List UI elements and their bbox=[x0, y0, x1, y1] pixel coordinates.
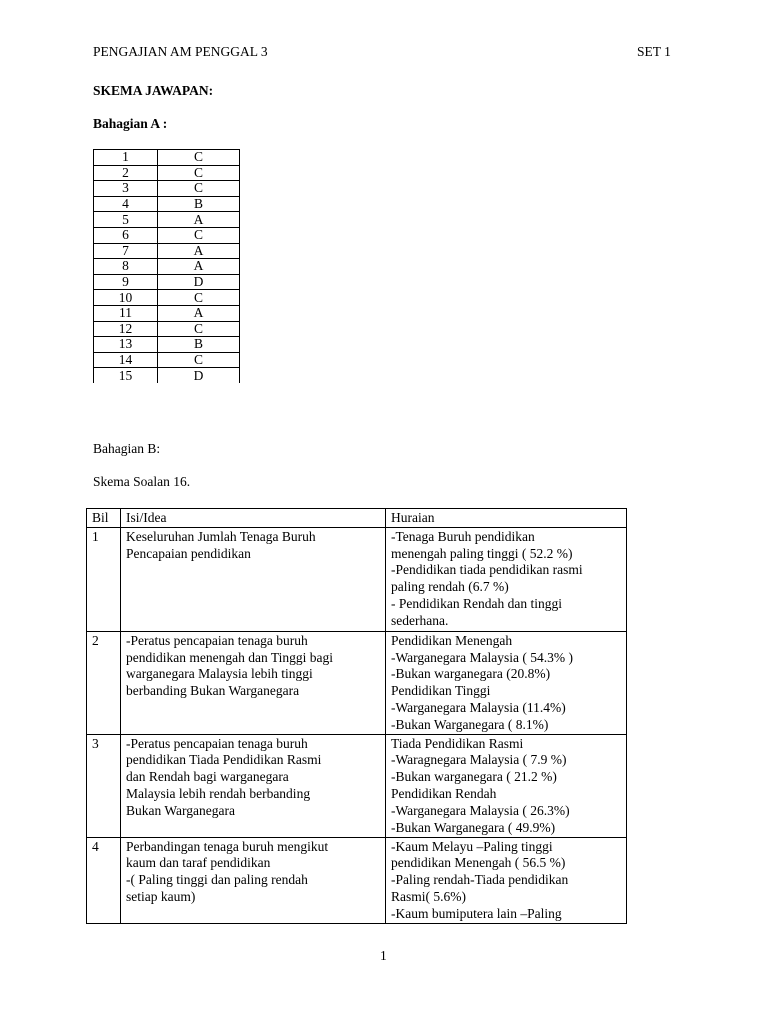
huraian-line: -Kaum bumiputera lain –Paling bbox=[391, 905, 562, 921]
isi-line: -Peratus pencapaian tenaga buruh bbox=[126, 632, 308, 648]
huraian-line: - Pendidikan Rendah dan tinggi bbox=[391, 595, 562, 611]
answer-letter: C bbox=[158, 290, 240, 306]
huraian-line: -Kaum Melayu –Paling tinggi bbox=[391, 838, 553, 854]
row-isi bbox=[121, 631, 386, 734]
answer-letter: C bbox=[158, 352, 240, 368]
skema-table bbox=[86, 508, 627, 924]
answer-letter: A bbox=[158, 212, 240, 228]
isi-line: Keseluruhan Jumlah Tenaga Buruh bbox=[126, 528, 316, 544]
table-row bbox=[94, 337, 240, 353]
row-bil: 3 bbox=[87, 734, 121, 837]
answer-letter: C bbox=[158, 181, 240, 197]
isi-line: Bukan Warganegara bbox=[126, 802, 235, 818]
isi-line: setiap kaum) bbox=[126, 888, 196, 904]
header-huraian: Huraian bbox=[386, 509, 627, 528]
question-number: 5 bbox=[94, 212, 158, 228]
table-row bbox=[94, 290, 240, 306]
row-bil: 2 bbox=[87, 631, 121, 734]
isi-line: Malaysia lebih rendah berbanding bbox=[126, 785, 311, 801]
answer-letter: C bbox=[158, 165, 240, 181]
answer-letter: D bbox=[158, 274, 240, 290]
answer-letter: B bbox=[158, 337, 240, 353]
row-huraian bbox=[386, 734, 627, 837]
table-row bbox=[94, 368, 240, 383]
table-header-row bbox=[87, 509, 627, 528]
answer-letter: C bbox=[158, 227, 240, 243]
answer-table bbox=[93, 149, 240, 383]
table-row bbox=[94, 259, 240, 275]
bahagian-b-title: Bahagian B: bbox=[93, 441, 161, 456]
question-number: 11 bbox=[94, 305, 158, 321]
huraian-line: menengah paling tinggi ( 52.2 %) bbox=[391, 545, 573, 561]
huraian-line: -Pendidikan tiada pendidikan rasmi bbox=[391, 562, 583, 578]
huraian-line: -Warganegara Malaysia ( 54.3% ) bbox=[391, 649, 573, 665]
huraian-line: paling rendah (6.7 %) bbox=[391, 579, 509, 595]
table-row bbox=[94, 181, 240, 197]
row-isi bbox=[121, 734, 386, 837]
row-isi bbox=[121, 837, 386, 923]
question-number: 8 bbox=[94, 259, 158, 275]
huraian-line: Pendidikan Tinggi bbox=[391, 683, 491, 699]
row-huraian bbox=[386, 631, 627, 734]
isi-line: berbanding Bukan Warganegara bbox=[126, 683, 300, 699]
huraian-line: sederhana. bbox=[391, 612, 449, 628]
question-number: 3 bbox=[94, 181, 158, 197]
question-number: 10 bbox=[94, 290, 158, 306]
huraian-line: Tiada Pendidikan Rasmi bbox=[391, 735, 524, 751]
soalan-title: Skema Soalan 16. bbox=[93, 474, 191, 489]
answer-letter: D bbox=[158, 368, 240, 383]
header-title: PENGAJIAN AM PENGGAL 3 bbox=[93, 44, 268, 59]
question-number: 12 bbox=[94, 321, 158, 337]
answer-letter: A bbox=[158, 259, 240, 275]
row-bil: 4 bbox=[87, 837, 121, 923]
huraian-line: -Bukan warganegara (20.8%) bbox=[391, 666, 551, 682]
table-row bbox=[94, 352, 240, 368]
table-row bbox=[94, 196, 240, 212]
row-huraian bbox=[386, 837, 627, 923]
huraian-line: Pendidikan Menengah bbox=[391, 632, 513, 648]
header-isi: Isi/Idea bbox=[121, 509, 386, 528]
question-number: 14 bbox=[94, 352, 158, 368]
header-set: SET 1 bbox=[637, 44, 671, 59]
huraian-line: -Warganegara Malaysia (11.4%) bbox=[391, 699, 566, 715]
question-number: 13 bbox=[94, 337, 158, 353]
table-row bbox=[94, 212, 240, 228]
isi-line: Pencapaian pendidikan bbox=[126, 545, 251, 561]
table-row bbox=[94, 165, 240, 181]
answer-letter: A bbox=[158, 243, 240, 259]
isi-line: warganegara Malaysia lebih tinggi bbox=[126, 666, 313, 682]
header-bil: Bil bbox=[87, 509, 121, 528]
table-row bbox=[94, 274, 240, 290]
huraian-line: -Paling rendah-Tiada pendidikan bbox=[391, 872, 569, 888]
huraian-line: -Bukan warganegara ( 21.2 %) bbox=[391, 769, 557, 785]
skema-title: SKEMA JAWAPAN: bbox=[93, 83, 214, 98]
question-number: 4 bbox=[94, 196, 158, 212]
isi-line: pendidikan menengah dan Tinggi bagi bbox=[126, 649, 333, 665]
table-row bbox=[94, 150, 240, 166]
isi-line: -Peratus pencapaian tenaga buruh bbox=[126, 735, 308, 751]
table-row bbox=[87, 837, 627, 923]
row-huraian bbox=[386, 527, 627, 631]
huraian-line: pendidikan Menengah ( 56.5 %) bbox=[391, 855, 566, 871]
bahagian-a-title: Bahagian A : bbox=[93, 116, 168, 131]
question-number: 15 bbox=[94, 368, 158, 383]
answer-letter: C bbox=[158, 321, 240, 337]
question-number: 6 bbox=[94, 227, 158, 243]
question-number: 9 bbox=[94, 274, 158, 290]
huraian-line: -Bukan Warganegara ( 49.9%) bbox=[391, 819, 556, 835]
isi-line: -( Paling tinggi dan paling rendah bbox=[126, 872, 308, 888]
question-number: 1 bbox=[94, 150, 158, 166]
isi-line: kaum dan taraf pendidikan bbox=[126, 855, 271, 871]
huraian-line: -Waragnegara Malaysia ( 7.9 %) bbox=[391, 752, 567, 768]
answer-letter: B bbox=[158, 196, 240, 212]
table-row bbox=[87, 527, 627, 631]
huraian-line: Rasmi( 5.6%) bbox=[391, 888, 466, 904]
answer-letter: A bbox=[158, 305, 240, 321]
huraian-line: Pendidikan Rendah bbox=[391, 785, 497, 801]
huraian-line: -Bukan Warganegara ( 8.1%) bbox=[391, 716, 549, 732]
table-row bbox=[87, 734, 627, 837]
isi-line: Perbandingan tenaga buruh mengikut bbox=[126, 838, 329, 854]
question-number: 7 bbox=[94, 243, 158, 259]
table-row bbox=[94, 243, 240, 259]
table-row bbox=[87, 631, 627, 734]
huraian-line: -Warganegara Malaysia ( 26.3%) bbox=[391, 802, 570, 818]
page-number: 1 bbox=[380, 948, 387, 963]
row-isi bbox=[121, 527, 386, 631]
table-row bbox=[94, 305, 240, 321]
isi-line: dan Rendah bagi warganegara bbox=[126, 769, 289, 785]
answer-letter: C bbox=[158, 150, 240, 166]
table-row bbox=[94, 227, 240, 243]
huraian-line: -Tenaga Buruh pendidikan bbox=[391, 528, 535, 544]
isi-line: pendidikan Tiada Pendidikan Rasmi bbox=[126, 752, 322, 768]
row-bil: 1 bbox=[87, 527, 121, 631]
table-row bbox=[94, 321, 240, 337]
question-number: 2 bbox=[94, 165, 158, 181]
